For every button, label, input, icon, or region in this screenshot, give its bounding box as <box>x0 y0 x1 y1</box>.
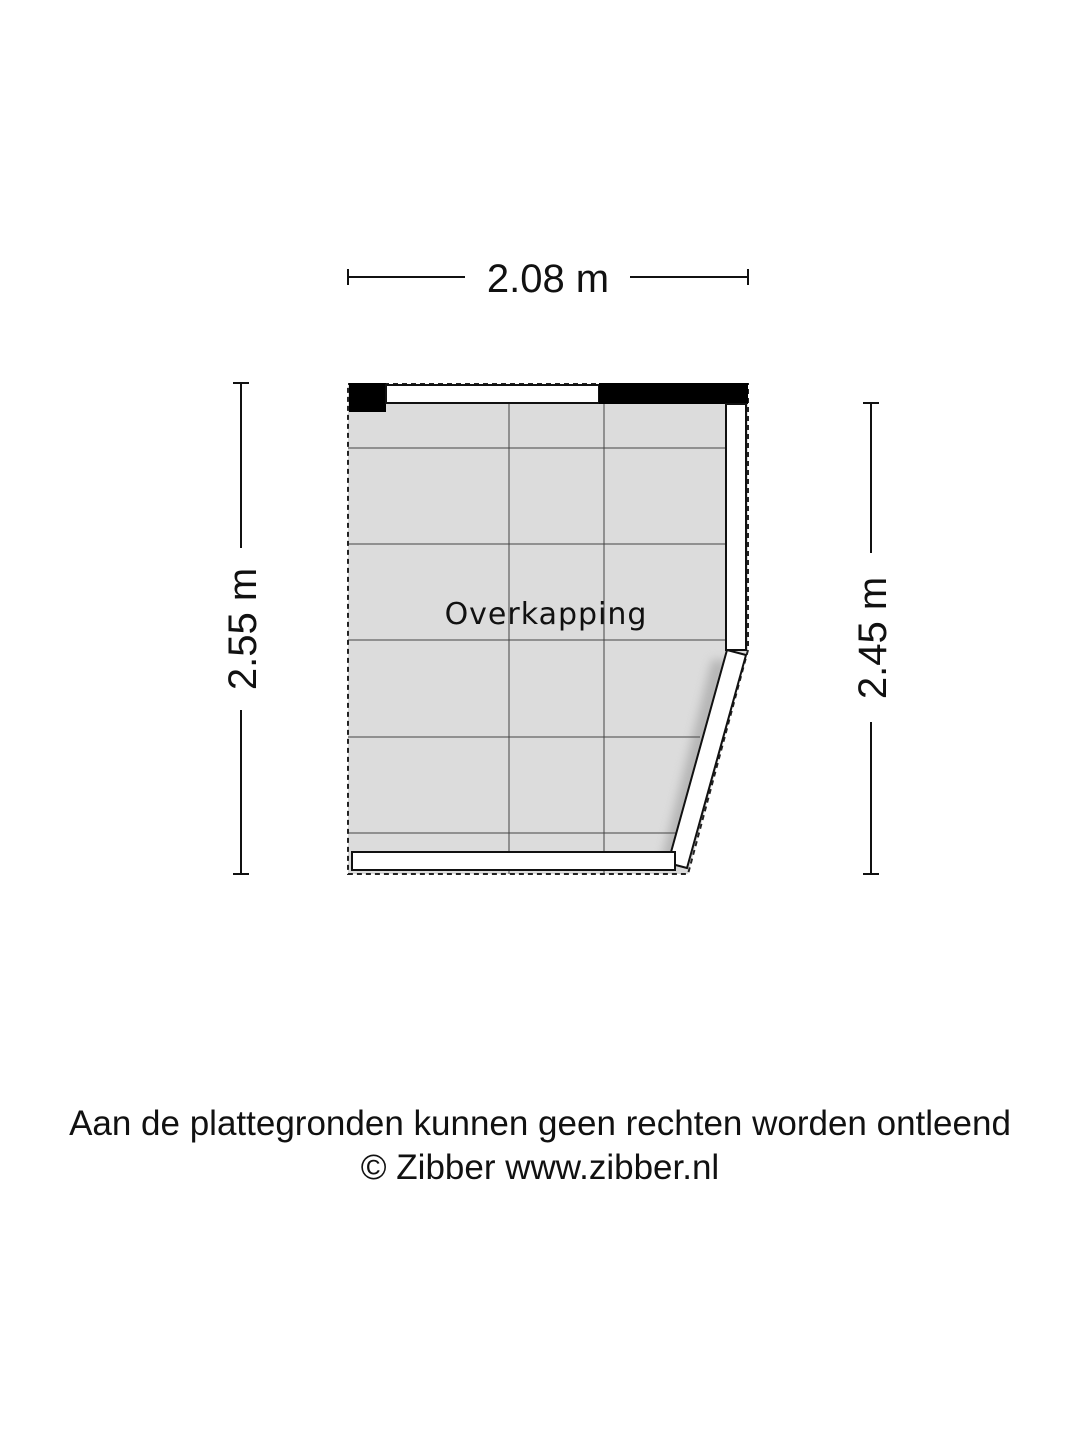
copyright-text: © Zibber www.zibber.nl <box>360 1148 720 1187</box>
dimension-width-label: 2.08 m <box>486 257 610 301</box>
room-label: Overkapping <box>444 597 648 632</box>
dimension-right-height-label: 2.45 m <box>851 576 895 700</box>
opening-bottom <box>352 852 675 870</box>
wall-top-right <box>599 383 748 404</box>
opening-top <box>386 385 599 403</box>
disclaimer-text: Aan de plattegronden kunnen geen rechten worden ontleend <box>69 1104 1011 1143</box>
column-top-left <box>349 383 386 412</box>
opening-right <box>726 404 746 650</box>
dimension-left-height-label: 2.55 m <box>221 567 265 691</box>
